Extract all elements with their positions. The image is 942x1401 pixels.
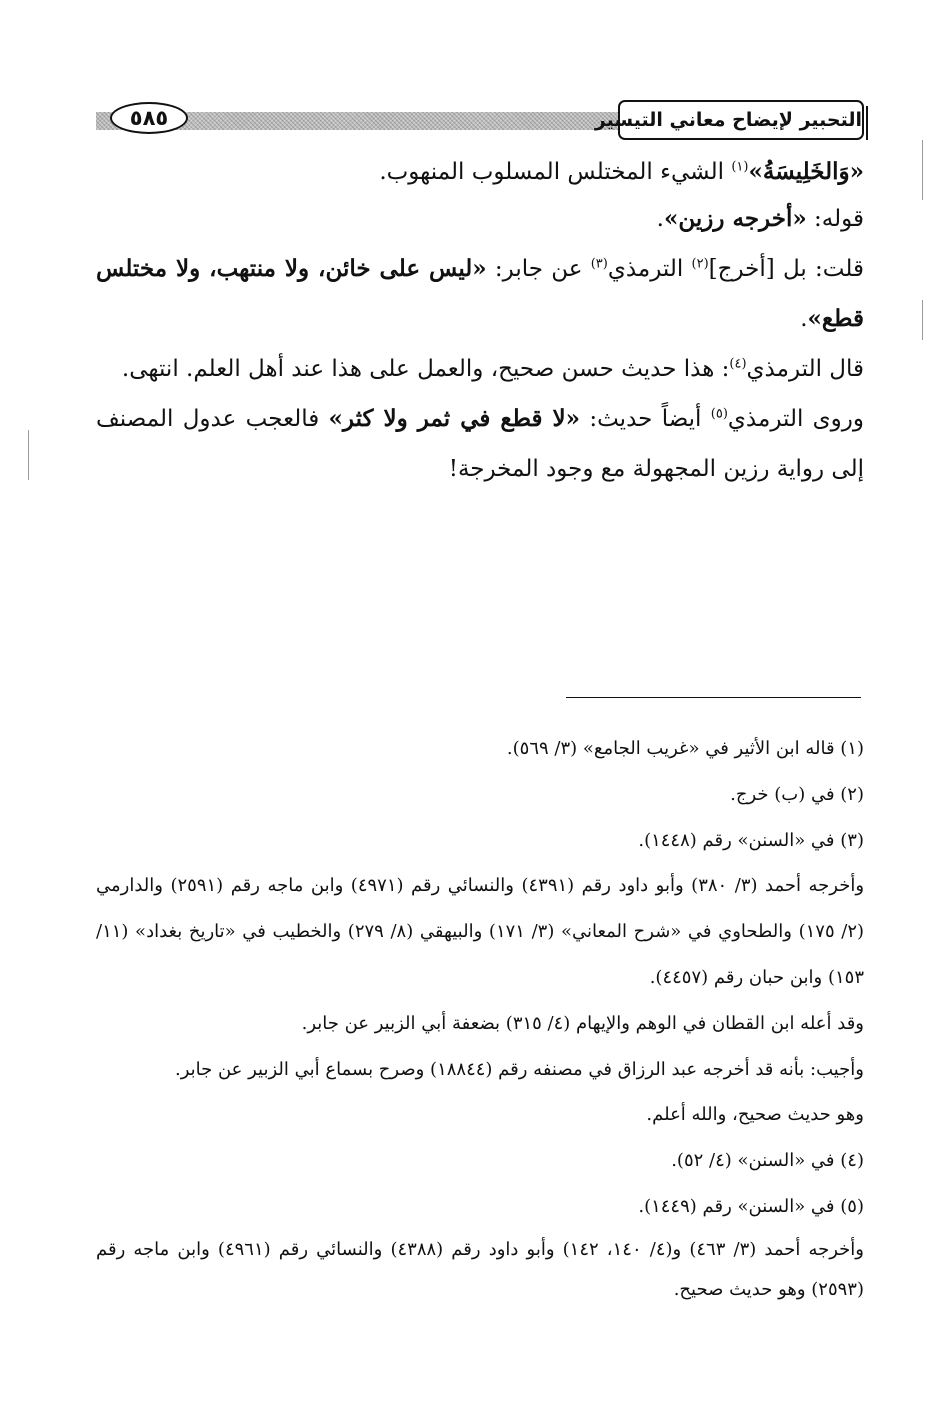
- margin-mark: [922, 140, 923, 200]
- footnote: وقد أعله ابن القطان في الوهم والإيهام (٤/ ٣١٥) بضعفة أبي الزبير عن جابر.: [301, 1012, 864, 1034]
- paragraph-tirmidhi: [96, 344, 864, 394]
- paragraph-text: .: [800, 306, 808, 332]
- footnote-ref: (١): [731, 159, 749, 175]
- footnote: وأخرجه أحمد (٣/ ٤٦٣) و(٤/ ١٤٠، ١٤٢) وأبو داود رقم (٤٣٨٨) والنسائي رقم (٤٩٦١) وابن ماجه رقم (٢٥٩٣) وهو حديث صحيح.: [96, 1238, 865, 1300]
- paragraph-text: عن جابر:: [486, 256, 591, 282]
- footnote-ref: (٢): [691, 256, 709, 272]
- book-title: التحبير لإيضاح معاني التيسير: [618, 100, 864, 140]
- hadith-text: «لا قطع في ثمر ولا كثر»: [328, 405, 581, 432]
- paragraph-comment: [96, 244, 864, 344]
- paragraph-text: قوله:: [806, 206, 864, 232]
- paragraph-text: فالعجب عدول المصنف إلى رواية رزين المجهولة مع وجود المخرجة!: [96, 406, 864, 482]
- paragraph-second-hadith: [96, 394, 864, 494]
- main-text: [96, 150, 864, 494]
- paragraph-text: : هذا حديث حسن صحيح، والعمل على هذا عند أهل العلم. انتهى.: [121, 356, 730, 382]
- footnote: وأخرجه أحمد (٣/ ٣٨٠) وأبو داود رقم (٤٣٩١) والنسائي رقم (٤٩٧١) وابن ماجه رقم (٢٥٩١) والدارمي (٢/ ١٧٥) والطحاوي في «شرح المعاني» (٣/ ١٧١) والبيهقي (٨/ ٢٧٩) والخطيب في «تاريخ بغداد» (١١/ ١٥٣) وابن حبان رقم (٤٤٥٧).: [96, 875, 865, 988]
- footnote: (٣) في «السنن» رقم (١٤٤٨).: [638, 829, 864, 851]
- paragraph-text: أيضاً حديث:: [580, 406, 711, 432]
- page-number: ٥٨٥: [110, 102, 188, 134]
- margin-mark: [28, 430, 29, 480]
- footnote-ref: (٥): [710, 406, 728, 422]
- footnote-ref: (٣): [590, 256, 608, 272]
- paragraph-text: الشيء المختلس المسلوب المنهوب.: [379, 159, 732, 185]
- footnotes: [96, 726, 864, 1310]
- footnote: (٢) في (ب) خرج.: [730, 783, 864, 805]
- paragraph-text: وروى الترمذي: [727, 406, 864, 432]
- footnote: (٤) في «السنن» (٤/ ٥٢).: [671, 1150, 864, 1172]
- margin-mark: [922, 300, 923, 340]
- footnote: (١) قاله ابن الأثير في «غريب الجامع» (٣/ ٥٦٩).: [506, 738, 864, 759]
- defined-word: «وَالخَلِيسَةُ»: [748, 158, 864, 185]
- paragraph-text: قلت: بل [أخرج]: [708, 256, 864, 282]
- paragraph-definition: [96, 150, 864, 194]
- paragraph-text: قال الترمذي: [746, 356, 864, 382]
- quoted-phrase: «أخرجه رزين»: [663, 205, 807, 232]
- running-header: [96, 100, 864, 146]
- footnote: (٥) في «السنن» رقم (١٤٤٩).: [638, 1195, 864, 1217]
- hadith-text: «ليس على خائن، ولا منتهب، ولا مختلس قطع»: [96, 255, 864, 332]
- footnote-ref: (٤): [729, 356, 747, 372]
- paragraph-quote: [96, 194, 864, 244]
- paragraph-text: الترمذي: [607, 256, 692, 282]
- footnote-separator: [566, 697, 861, 698]
- footnote: وأجيب: بأنه قد أخرجه عبد الرزاق في مصنفه رقم (١٨٨٤٤) وصرح بسماع أبي الزبير عن جابر.: [174, 1058, 864, 1080]
- paragraph-text: .: [656, 206, 664, 232]
- footnote: وهو حديث صحيح، والله أعلم.: [646, 1104, 864, 1126]
